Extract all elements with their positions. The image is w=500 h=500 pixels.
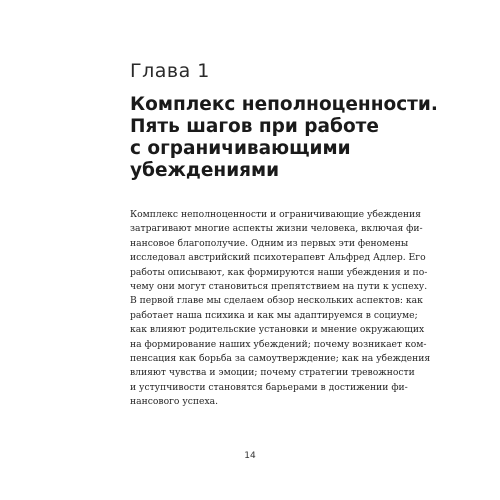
body-line: работает наша психика и как мы адаптируемся в социуме; — [130, 309, 418, 321]
chapter-title-line: убеждениями — [130, 160, 280, 181]
body-line: чему они могут становиться препятствием на пути к успеху. — [130, 281, 428, 293]
body-line: исследовал австрийский психотерапевт Альфред Адлер. Его — [130, 252, 426, 264]
body-line: работы описывают, как формируются наши убеждения и по- — [130, 266, 428, 278]
body-line: пенсация как борьба за самоутверждение; как на убеждения — [130, 353, 431, 365]
body-line: затрагивают многие аспекты жизни человека, включая фи- — [130, 223, 423, 235]
page-number: 14 — [244, 451, 256, 461]
body-line: влияют чувства и эмоции; почему стратегии тревожности — [130, 367, 415, 379]
chapter-label: Глава 1 — [130, 60, 210, 82]
chapter-title — [130, 94, 480, 182]
chapter-title-line: Комплекс неполноценности. — [130, 94, 438, 115]
body-line: Комплекс неполноценности и ограничивающие убеждения — [130, 209, 421, 220]
chapter-title-line: Пять шагов при работе — [130, 116, 379, 137]
body-line: нансового успеха. — [130, 396, 219, 408]
body-line: как влияют родительские установки и мнение окружающих — [130, 324, 425, 336]
chapter-title-line: с ограничивающими — [130, 138, 351, 159]
body-line: на формирование наших убеждений; почему возникает ком- — [130, 338, 427, 350]
body-paragraph — [130, 208, 431, 410]
body-line: и уступчивости становятся барьерами в достижении фи- — [130, 381, 408, 393]
body-line: нансовое благополучие. Одним из первых эти феномены — [130, 237, 409, 249]
body-line: В первой главе мы сделаем обзор нескольких аспектов: как — [130, 295, 423, 307]
